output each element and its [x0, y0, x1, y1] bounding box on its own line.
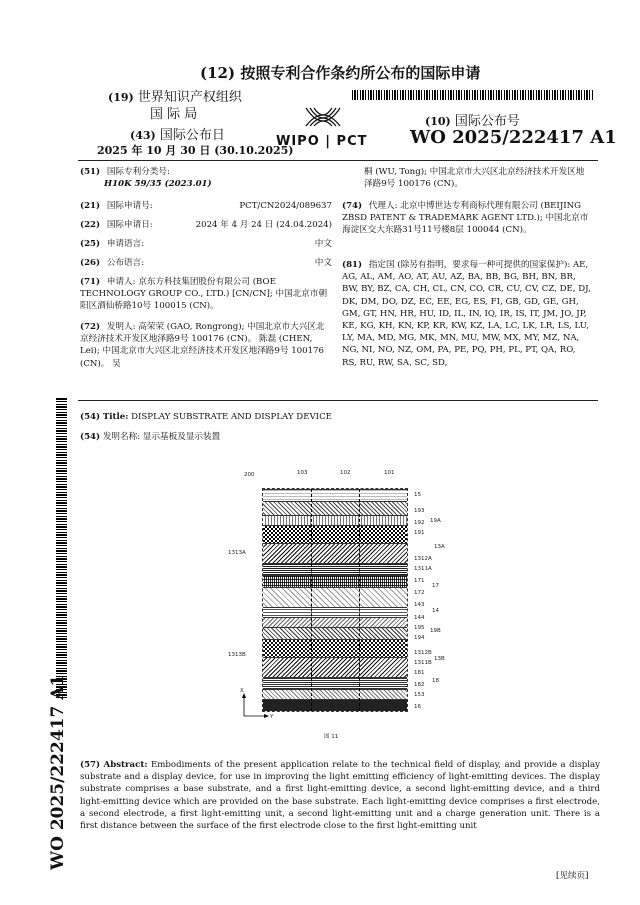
ref-172: 172 [414, 590, 425, 596]
header-divider [78, 160, 598, 161]
ref-143: 143 [414, 602, 425, 608]
column-divider-1 [311, 489, 312, 711]
field-26: (26) 公布语言: 中文 [80, 258, 332, 268]
column-divider-2 [359, 489, 360, 711]
ref-1313B: 1313B [228, 652, 246, 658]
figure-drawing [222, 470, 445, 740]
org-line2: 国 际 局 [150, 107, 198, 122]
title-zh: (54) 发明名称: 显示基板及显示装置 [80, 432, 221, 442]
ref-1312A: 1312A [414, 556, 432, 562]
ref-144: 144 [414, 615, 425, 621]
ref-1311A: 1311A [414, 566, 432, 572]
ref-13A: 13A [434, 544, 445, 550]
layer-191 [263, 525, 407, 544]
figure-caption: 图 11 [324, 734, 339, 740]
field-71: (71) 申请人: 京东方科技集团股份有限公司 (BOE TECHNOLOGY GROUP CO., LTD.) [CN/CN]; 中国北京市朝阳区酒仙桥路10号 100015 (CN)。 [80, 277, 328, 312]
ref-171: 171 [414, 578, 425, 584]
axis-y-label: Y [270, 714, 274, 720]
field-81: (81) 指定国 (除另有指明，要求每一种可提供的国家保护): AE, AG, AL, AM, AO, AT, AU, AZ, BA, BB, BG, BH, BN, BR, BW, BY, BZ, CA, CH, CL, CN, CO, CR, CU, CV, CZ, DE, DJ, DK, DM, DO, DZ, EC, EE, EG, ES, FI, GB, GD, GE, GH, GM, GT, HN, HR, HU, ID, IL, IN, IQ, IR, IS, IT, JM, JO, JP, KE, KG, KH, KN, KP, KR, KW, KZ, LA, LC, LK, LR, LS, LU, LY, MA, MD, MG, MK, MN, MU, MW, MX, MY, MZ, NA, NG, NI, NO, NZ, OM, PA, PE, PQ, PH, PL, PT, QA, RO, RS, RU, RW, SA, SC, SD, [342, 260, 591, 368]
ref-103: 103 [297, 470, 308, 476]
pubno-num: (10) [425, 115, 451, 128]
ref-16: 16 [414, 704, 421, 710]
ref-17: 17 [432, 583, 439, 589]
ref-182: 182 [414, 682, 425, 688]
layer-stack [262, 488, 408, 712]
ref-195: 195 [414, 625, 425, 631]
title-num: (12) [200, 64, 236, 82]
pubdate-value: 2025 年 10 月 30 日 (30.10.2025) [97, 144, 294, 157]
field-22: (22) 国际申请日: 2024 年 4 月 24 日 (24.04.2024) [80, 220, 332, 230]
field-74: (74) 代理人: 北京中博世达专利商标代理有限公司 (BEIJING ZBSD PATENT & TRADEMARK AGENT LTD.); 中国北京市海淀区交大东路31号11号楼8层 100044 (CN)。 [342, 201, 589, 236]
ref-200: 200 [244, 472, 255, 478]
layer-1313A [263, 543, 407, 564]
ref-15: 15 [414, 492, 421, 498]
body-divider [78, 400, 598, 401]
org-num: (19) [108, 91, 134, 104]
layer-16 [263, 699, 407, 712]
layer-17 [263, 587, 407, 608]
ref-1311B: 1311B [414, 660, 432, 666]
org-line1: 世界知识产权组织 [137, 90, 242, 105]
ref-1313A: 1313A [228, 550, 246, 556]
ref-14: 14 [432, 608, 439, 614]
pubno-label: 国际公布号 [454, 114, 520, 129]
pubdate-num: (43) [130, 129, 156, 142]
side-barcode [56, 398, 67, 698]
ref-192: 192 [414, 520, 425, 526]
layer-194 [263, 639, 407, 658]
field-21: (21) 国际申请号: PCT/CN2024/089637 [80, 201, 332, 211]
pubdate-label-row [130, 124, 225, 143]
ref-13B: 13B [434, 656, 445, 662]
ref-194: 194 [414, 635, 425, 641]
ref-19B: 19B [430, 628, 441, 634]
ref-193: 193 [414, 508, 425, 514]
layer-193 [263, 501, 407, 516]
field-72-cont: 桐 (WU, Tong); 中国北京市大兴区北京经济技术开发区地泽路9号 100176 (CN)。 [364, 167, 585, 190]
continued-note: [见续页] [556, 871, 589, 881]
field-72: (72) 发明人: 高荣荣 (GAO, Rongrong); 中国北京市大兴区北京经济技术开发区地泽路9号 100176 (CN)。 陈磊 (CHEN, Lei); 中国北京市大兴区北京经济技术开发区地泽路9号 100176 (CN)。 吴 [80, 322, 325, 369]
field-51: (51) 国际专利分类号: H10K 59/35 (2023.01) [80, 167, 212, 190]
abstract: (57) Abstract: Embodiments of the present application relate to the technical field of display, and provide a display substrate and a display device, for use in improving the light emitting efficiency of light-emitting devices. The display substrate comprises a base substrate, and a first light-emitting device, a second light-emitting device, and a third light-emitting device which are provided on the base substrate. Each light-emitting device comprises a first electrode, a second electrode, a first light-emitting unit, a second light-emitting unit and a charge generation unit. There is a first distance between the surface of the first electrode close to the first light-emitting unit [80, 760, 600, 832]
ref-191: 191 [414, 530, 425, 536]
ref-19A: 19A [430, 518, 441, 524]
ref-153: 153 [414, 692, 425, 698]
ref-18: 18 [432, 678, 439, 684]
title-text: 按照专利合作条约所公布的国际申请 [240, 64, 481, 82]
wipo-logo-text: WIPO | PCT [276, 134, 368, 149]
ref-101: 101 [384, 470, 395, 476]
title-en: (54) Title: DISPLAY SUBSTRATE AND DISPLAY DEVICE [80, 412, 332, 422]
axis-x-label: X [240, 688, 244, 694]
pubno-value: WO 2025/222417 A1 [410, 127, 617, 148]
ref-181: 181 [414, 670, 425, 676]
ref-1312B: 1312B [414, 650, 432, 656]
side-pub-number: WO 2025/222417 A1 [48, 674, 68, 870]
top-barcode [352, 90, 594, 100]
ref-102: 102 [340, 470, 351, 476]
document-title [200, 62, 480, 83]
layer-1313B [263, 657, 407, 678]
pubdate-label: 国际公布日 [159, 128, 225, 143]
field-25: (25) 申请语言: 中文 [80, 239, 332, 249]
